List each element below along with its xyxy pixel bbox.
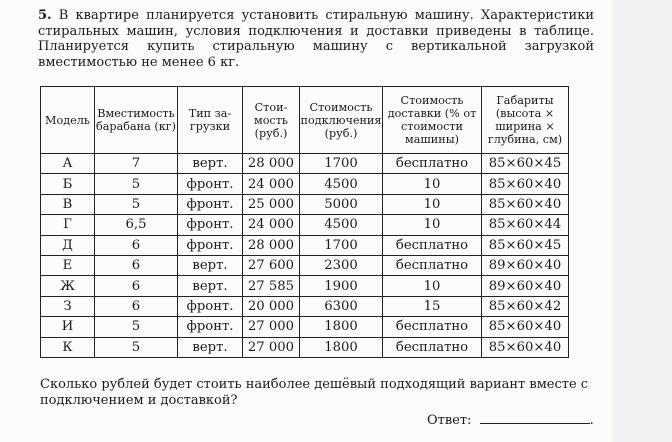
table-row [41, 276, 569, 296]
cell-price: 28 000 [243, 154, 300, 174]
header-dimensions: Габариты (высота × ширина × глубина, см) [482, 87, 569, 154]
cell-capacity: 6 [95, 255, 178, 275]
cell-installation-cost: 1700 [300, 154, 383, 174]
cell-delivery-cost: бесплатно [383, 154, 482, 174]
cell-dimensions: 85×60×40 [482, 337, 569, 357]
cell-load-type: фронт. [178, 194, 243, 214]
table-header-row [41, 87, 569, 154]
cell-dimensions: 85×60×45 [482, 235, 569, 255]
cell-installation-cost: 1700 [300, 235, 383, 255]
cell-delivery-cost: 15 [383, 296, 482, 316]
header-capacity: Вместимость барабана (кг) [95, 87, 178, 154]
cell-dimensions: 85×60×42 [482, 296, 569, 316]
problem-text: В квартире планируется установить стиральную машину. Характеристики стиральных машин, условия подключения и доставки приведены в таблице. Планируется купить стиральную машину с вертикальной загрузкой вместимостью не менее 6 кг. [38, 8, 594, 70]
cell-price: 28 000 [243, 235, 300, 255]
table-row [41, 235, 569, 255]
cell-installation-cost: 6300 [300, 296, 383, 316]
cell-model: Г [41, 215, 95, 235]
cell-capacity: 5 [95, 337, 178, 357]
answer-field [427, 411, 594, 428]
cell-installation-cost: 4500 [300, 174, 383, 194]
cell-capacity: 5 [95, 194, 178, 214]
cell-price: 27 000 [243, 317, 300, 337]
cell-delivery-cost: 10 [383, 215, 482, 235]
cell-dimensions: 89×60×40 [482, 255, 569, 275]
table-row [41, 317, 569, 337]
header-delivery-cost: Стоимость доставки (% от стоимости машины) [383, 87, 482, 154]
cell-load-type: верт. [178, 255, 243, 275]
cell-load-type: фронт. [178, 174, 243, 194]
cell-load-type: фронт. [178, 317, 243, 337]
cell-installation-cost: 1800 [300, 317, 383, 337]
cell-load-type: фронт. [178, 235, 243, 255]
cell-delivery-cost: бесплатно [383, 317, 482, 337]
cell-price: 24 000 [243, 174, 300, 194]
answer-blank[interactable] [480, 411, 590, 424]
cell-capacity: 6 [95, 296, 178, 316]
cell-capacity: 6 [95, 235, 178, 255]
table-row [41, 154, 569, 174]
header-installation-cost: Стоимость подключения (руб.) [300, 87, 383, 154]
table-row [41, 194, 569, 214]
table-row [41, 174, 569, 194]
cell-model: В [41, 194, 95, 214]
header-load-type: Тип загрузки [178, 87, 243, 154]
cell-dimensions: 85×60×45 [482, 154, 569, 174]
cell-load-type: верт. [178, 154, 243, 174]
cell-capacity: 6,5 [95, 215, 178, 235]
table-row [41, 337, 569, 357]
cell-model: А [41, 154, 95, 174]
cell-delivery-cost: бесплатно [383, 235, 482, 255]
cell-delivery-cost: 10 [383, 276, 482, 296]
cell-delivery-cost: бесплатно [383, 255, 482, 275]
cell-model: З [41, 296, 95, 316]
cell-price: 27 600 [243, 255, 300, 275]
side-background [612, 0, 672, 442]
problem-statement [38, 8, 594, 70]
cell-capacity: 5 [95, 174, 178, 194]
problem-number: 5. [38, 8, 52, 23]
cell-price: 24 000 [243, 215, 300, 235]
cell-capacity: 6 [95, 276, 178, 296]
cell-price: 27 000 [243, 337, 300, 357]
header-price: Стоимость (руб.) [243, 87, 300, 154]
answer-label: Ответ: [427, 413, 472, 428]
cell-dimensions: 85×60×40 [482, 194, 569, 214]
cell-installation-cost: 1900 [300, 276, 383, 296]
cell-installation-cost: 5000 [300, 194, 383, 214]
cell-dimensions: 89×60×40 [482, 276, 569, 296]
cell-model: Е [41, 255, 95, 275]
table-row [41, 296, 569, 316]
cell-installation-cost: 2300 [300, 255, 383, 275]
cell-price: 20 000 [243, 296, 300, 316]
cell-price: 27 585 [243, 276, 300, 296]
table-row [41, 215, 569, 235]
cell-model: И [41, 317, 95, 337]
cell-installation-cost: 4500 [300, 215, 383, 235]
cell-load-type: фронт. [178, 215, 243, 235]
cell-price: 25 000 [243, 194, 300, 214]
cell-model: Ж [41, 276, 95, 296]
cell-installation-cost: 1800 [300, 337, 383, 357]
cell-model: Д [41, 235, 95, 255]
cell-dimensions: 85×60×40 [482, 174, 569, 194]
cell-capacity: 5 [95, 317, 178, 337]
cell-load-type: верт. [178, 276, 243, 296]
cell-delivery-cost: 10 [383, 194, 482, 214]
header-model: Модель [41, 87, 95, 154]
cell-dimensions: 85×60×40 [482, 317, 569, 337]
cell-load-type: верт. [178, 337, 243, 357]
cell-dimensions: 85×60×44 [482, 215, 569, 235]
cell-load-type: фронт. [178, 296, 243, 316]
answer-period: . [589, 413, 594, 428]
question-text: Сколько рублей будет стоить наиболее дешёвый подходящий вариант вместе с подключением и доставкой? [40, 377, 589, 408]
cell-delivery-cost: бесплатно [383, 337, 482, 357]
table-row [41, 255, 569, 275]
cell-model: К [41, 337, 95, 357]
washing-machines-table [40, 86, 569, 358]
cell-capacity: 7 [95, 154, 178, 174]
cell-model: Б [41, 174, 95, 194]
cell-delivery-cost: 10 [383, 174, 482, 194]
